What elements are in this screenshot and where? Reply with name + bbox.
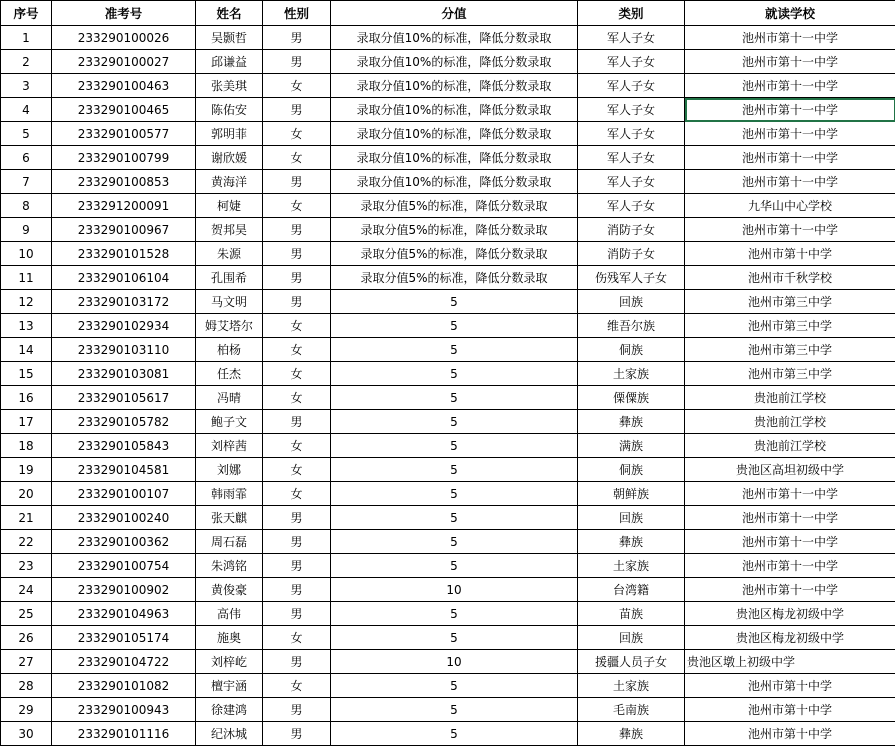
cell-name[interactable]: 郭明菲 [196, 122, 263, 146]
cell-gender[interactable]: 男 [263, 170, 331, 194]
cell-exam-id[interactable]: 233290104963 [52, 602, 196, 626]
cell-gender[interactable]: 男 [263, 26, 331, 50]
table-row [1, 146, 895, 170]
table-row [1, 410, 895, 434]
cell-name[interactable]: 刘梓屹 [196, 650, 263, 674]
cell-school[interactable]: 池州市第十一中学 [685, 482, 895, 506]
cell-gender[interactable]: 女 [263, 314, 331, 338]
cell-exam-id[interactable]: 233290100463 [52, 74, 196, 98]
cell-category[interactable]: 回族 [578, 506, 685, 530]
table-row [1, 722, 895, 746]
cell-exam-id[interactable]: 233290100967 [52, 218, 196, 242]
cell-gender[interactable]: 男 [263, 578, 331, 602]
cell-exam-id[interactable]: 233290105617 [52, 386, 196, 410]
cell-category[interactable]: 傈僳族 [578, 386, 685, 410]
cell-score[interactable]: 录取分值10%的标准，降低分数录取 [331, 50, 578, 74]
cell-index[interactable]: 11 [1, 266, 52, 290]
cell-exam-id[interactable]: 233290106104 [52, 266, 196, 290]
cell-school[interactable]: 池州市第十一中学 [685, 50, 895, 74]
cell-exam-id[interactable]: 233290100026 [52, 26, 196, 50]
cell-category[interactable]: 苗族 [578, 602, 685, 626]
cell-score[interactable]: 录取分值5%的标准，降低分数录取 [331, 218, 578, 242]
cell-name[interactable]: 韩雨霏 [196, 482, 263, 506]
cell-name[interactable]: 周石磊 [196, 530, 263, 554]
cell-gender[interactable]: 男 [263, 722, 331, 746]
cell-name[interactable]: 柯婕 [196, 194, 263, 218]
cell-score[interactable]: 5 [331, 290, 578, 314]
cell-school[interactable]: 池州市第十一中学 [685, 578, 895, 602]
cell-school[interactable]: 贵池前江学校 [685, 434, 895, 458]
cell-name[interactable]: 朱鸿铭 [196, 554, 263, 578]
cell-index[interactable]: 4 [1, 98, 52, 122]
cell-exam-id[interactable]: 233290105782 [52, 410, 196, 434]
cell-school[interactable]: 池州市第十中学 [685, 722, 895, 746]
cell-index[interactable]: 23 [1, 554, 52, 578]
table-row [1, 530, 895, 554]
cell-category[interactable]: 毛南族 [578, 698, 685, 722]
cell-category[interactable]: 朝鲜族 [578, 482, 685, 506]
cell-gender[interactable]: 男 [263, 290, 331, 314]
cell-category[interactable]: 回族 [578, 626, 685, 650]
cell-school[interactable]: 池州市第三中学 [685, 362, 895, 386]
table-row [1, 50, 895, 74]
cell-name[interactable]: 谢欣媛 [196, 146, 263, 170]
cell-index[interactable]: 12 [1, 290, 52, 314]
cell-school[interactable]: 池州市第十中学 [685, 242, 895, 266]
cell-category[interactable]: 军人子女 [578, 26, 685, 50]
cell-category[interactable]: 军人子女 [578, 74, 685, 98]
cell-index[interactable]: 18 [1, 434, 52, 458]
cell-school[interactable]: 池州市第十一中学 [685, 98, 895, 122]
cell-index[interactable]: 28 [1, 674, 52, 698]
header-cell-score[interactable]: 分值 [331, 1, 578, 26]
cell-gender[interactable]: 女 [263, 338, 331, 362]
cell-name[interactable]: 刘梓茜 [196, 434, 263, 458]
cell-gender[interactable]: 男 [263, 650, 331, 674]
cell-score[interactable]: 录取分值10%的标准，降低分数录取 [331, 26, 578, 50]
cell-name[interactable]: 檀宇涵 [196, 674, 263, 698]
cell-name[interactable]: 孔围希 [196, 266, 263, 290]
cell-score[interactable]: 录取分值10%的标准，降低分数录取 [331, 98, 578, 122]
cell-gender[interactable]: 女 [263, 74, 331, 98]
cell-index[interactable]: 22 [1, 530, 52, 554]
cell-name[interactable]: 鲍子文 [196, 410, 263, 434]
cell-exam-id[interactable]: 233290100799 [52, 146, 196, 170]
cell-index[interactable]: 16 [1, 386, 52, 410]
cell-category[interactable]: 军人子女 [578, 170, 685, 194]
cell-index[interactable]: 1 [1, 26, 52, 50]
cell-index[interactable]: 25 [1, 602, 52, 626]
cell-school[interactable]: 贵池区梅龙初级中学 [685, 626, 895, 650]
cell-name[interactable]: 黄海洋 [196, 170, 263, 194]
cell-school[interactable]: 九华山中心学校 [685, 194, 895, 218]
cell-gender[interactable]: 男 [263, 242, 331, 266]
table-row [1, 458, 895, 482]
cell-score[interactable]: 5 [331, 314, 578, 338]
table-row [1, 362, 895, 386]
cell-category[interactable]: 满族 [578, 434, 685, 458]
cell-score[interactable]: 5 [331, 410, 578, 434]
cell-gender[interactable]: 男 [263, 506, 331, 530]
cell-name[interactable]: 张美琪 [196, 74, 263, 98]
cell-score[interactable]: 5 [331, 386, 578, 410]
cell-school[interactable]: 池州市第十一中学 [685, 122, 895, 146]
cell-score[interactable]: 录取分值5%的标准，降低分数录取 [331, 266, 578, 290]
cell-school[interactable]: 池州市第十一中学 [685, 218, 895, 242]
cell-gender[interactable]: 男 [263, 602, 331, 626]
cell-exam-id[interactable]: 233290100240 [52, 506, 196, 530]
header-cell-exam-id[interactable]: 准考号 [52, 1, 196, 26]
cell-index[interactable]: 14 [1, 338, 52, 362]
cell-school[interactable]: 贵池区梅龙初级中学 [685, 602, 895, 626]
cell-score[interactable]: 5 [331, 674, 578, 698]
cell-exam-id[interactable]: 233290103172 [52, 290, 196, 314]
cell-name[interactable]: 黄俊豪 [196, 578, 263, 602]
cell-exam-id[interactable]: 233290101116 [52, 722, 196, 746]
cell-score[interactable]: 5 [331, 626, 578, 650]
cell-name[interactable]: 任杰 [196, 362, 263, 386]
cell-score[interactable]: 5 [331, 722, 578, 746]
cell-exam-id[interactable]: 233290104722 [52, 650, 196, 674]
table-row [1, 218, 895, 242]
cell-gender[interactable]: 女 [263, 146, 331, 170]
cell-score[interactable]: 10 [331, 578, 578, 602]
table-row [1, 482, 895, 506]
cell-score[interactable]: 录取分值10%的标准，降低分数录取 [331, 146, 578, 170]
cell-name[interactable]: 柏杨 [196, 338, 263, 362]
table-row [1, 74, 895, 98]
cell-score[interactable]: 录取分值10%的标准，降低分数录取 [331, 122, 578, 146]
cell-exam-id[interactable]: 233291200091 [52, 194, 196, 218]
table-row [1, 266, 895, 290]
cell-exam-id[interactable]: 233290103081 [52, 362, 196, 386]
cell-exam-id[interactable]: 233290105174 [52, 626, 196, 650]
cell-gender[interactable]: 女 [263, 386, 331, 410]
table-row [1, 578, 895, 602]
cell-exam-id[interactable]: 233290100465 [52, 98, 196, 122]
cell-exam-id[interactable]: 233290101082 [52, 674, 196, 698]
cell-index[interactable]: 3 [1, 74, 52, 98]
cell-name[interactable]: 张天麒 [196, 506, 263, 530]
cell-school[interactable]: 池州市千秋学校 [685, 266, 895, 290]
cell-school[interactable]: 池州市第十一中学 [685, 26, 895, 50]
cell-index[interactable]: 17 [1, 410, 52, 434]
cell-category[interactable]: 回族 [578, 290, 685, 314]
cell-gender[interactable]: 男 [263, 266, 331, 290]
cell-index[interactable]: 9 [1, 218, 52, 242]
cell-exam-id[interactable]: 233290100853 [52, 170, 196, 194]
cell-name[interactable]: 施奥 [196, 626, 263, 650]
cell-name[interactable]: 马文明 [196, 290, 263, 314]
cell-name[interactable]: 朱源 [196, 242, 263, 266]
cell-school[interactable]: 贵池区墩上初级中学 [685, 650, 895, 674]
cell-exam-id[interactable]: 233290100362 [52, 530, 196, 554]
cell-gender[interactable]: 女 [263, 434, 331, 458]
cell-exam-id[interactable]: 233290100027 [52, 50, 196, 74]
cell-gender[interactable]: 女 [263, 458, 331, 482]
cell-category[interactable]: 援疆人员子女 [578, 650, 685, 674]
cell-name[interactable]: 姆艾塔尔 [196, 314, 263, 338]
cell-score[interactable]: 录取分值5%的标准，降低分数录取 [331, 242, 578, 266]
table-row [1, 434, 895, 458]
cell-category[interactable]: 彝族 [578, 530, 685, 554]
cell-category[interactable]: 军人子女 [578, 146, 685, 170]
table-row [1, 386, 895, 410]
cell-score[interactable]: 10 [331, 650, 578, 674]
cell-score[interactable]: 5 [331, 554, 578, 578]
cell-gender[interactable]: 女 [263, 362, 331, 386]
cell-score[interactable]: 录取分值10%的标准，降低分数录取 [331, 74, 578, 98]
cell-category[interactable]: 侗族 [578, 458, 685, 482]
cell-index[interactable]: 5 [1, 122, 52, 146]
cell-gender[interactable]: 男 [263, 98, 331, 122]
cell-exam-id[interactable]: 233290100577 [52, 122, 196, 146]
cell-index[interactable]: 15 [1, 362, 52, 386]
cell-score[interactable]: 5 [331, 506, 578, 530]
cell-name[interactable]: 陈佑安 [196, 98, 263, 122]
header-cell-gender[interactable]: 性别 [263, 1, 331, 26]
table-row [1, 602, 895, 626]
cell-score[interactable]: 5 [331, 482, 578, 506]
cell-index[interactable]: 7 [1, 170, 52, 194]
table-row [1, 242, 895, 266]
cell-exam-id[interactable]: 233290102934 [52, 314, 196, 338]
cell-category[interactable]: 彝族 [578, 410, 685, 434]
cell-name[interactable]: 徐建鸿 [196, 698, 263, 722]
cell-school[interactable]: 池州市第十中学 [685, 698, 895, 722]
cell-score[interactable]: 录取分值10%的标准，降低分数录取 [331, 170, 578, 194]
cell-school[interactable]: 池州市第十一中学 [685, 170, 895, 194]
cell-exam-id[interactable]: 233290100943 [52, 698, 196, 722]
header-cell-category[interactable]: 类别 [578, 1, 685, 26]
cell-score[interactable]: 5 [331, 434, 578, 458]
cell-category[interactable]: 消防子女 [578, 242, 685, 266]
cell-index[interactable]: 24 [1, 578, 52, 602]
cell-category[interactable]: 台湾籍 [578, 578, 685, 602]
cell-exam-id[interactable]: 233290105843 [52, 434, 196, 458]
cell-category[interactable]: 土家族 [578, 362, 685, 386]
cell-gender[interactable]: 女 [263, 194, 331, 218]
cell-category[interactable]: 军人子女 [578, 122, 685, 146]
cell-name[interactable]: 高伟 [196, 602, 263, 626]
cell-school[interactable]: 池州市第十一中学 [685, 146, 895, 170]
cell-score[interactable]: 录取分值5%的标准，降低分数录取 [331, 194, 578, 218]
table-header-row [1, 1, 895, 26]
cell-gender[interactable]: 男 [263, 530, 331, 554]
cell-school[interactable]: 池州市第三中学 [685, 290, 895, 314]
table-row [1, 170, 895, 194]
cell-index[interactable]: 20 [1, 482, 52, 506]
cell-gender[interactable]: 女 [263, 626, 331, 650]
cell-index[interactable]: 26 [1, 626, 52, 650]
cell-category[interactable]: 土家族 [578, 674, 685, 698]
cell-exam-id[interactable]: 233290100107 [52, 482, 196, 506]
cell-category[interactable]: 军人子女 [578, 50, 685, 74]
cell-score[interactable]: 5 [331, 362, 578, 386]
cell-school[interactable]: 贵池区高坦初级中学 [685, 458, 895, 482]
table-row [1, 26, 895, 50]
cell-school[interactable]: 池州市第三中学 [685, 314, 895, 338]
cell-index[interactable]: 13 [1, 314, 52, 338]
cell-gender[interactable]: 男 [263, 698, 331, 722]
header-cell-index[interactable]: 序号 [1, 1, 52, 26]
table-row [1, 674, 895, 698]
table-row [1, 650, 895, 674]
cell-school[interactable]: 贵池前江学校 [685, 410, 895, 434]
cell-exam-id[interactable]: 233290101528 [52, 242, 196, 266]
cell-school[interactable]: 池州市第十中学 [685, 674, 895, 698]
cell-index[interactable]: 30 [1, 722, 52, 746]
cell-name[interactable]: 吴颢哲 [196, 26, 263, 50]
cell-school[interactable]: 池州市第三中学 [685, 338, 895, 362]
cell-name[interactable]: 刘娜 [196, 458, 263, 482]
cell-index[interactable]: 6 [1, 146, 52, 170]
cell-score[interactable]: 5 [331, 458, 578, 482]
cell-exam-id[interactable]: 233290104581 [52, 458, 196, 482]
cell-gender[interactable]: 女 [263, 482, 331, 506]
table-row [1, 698, 895, 722]
cell-name[interactable]: 邱谦益 [196, 50, 263, 74]
cell-index[interactable]: 2 [1, 50, 52, 74]
cell-gender[interactable]: 女 [263, 122, 331, 146]
cell-score[interactable]: 5 [331, 698, 578, 722]
table-row [1, 506, 895, 530]
cell-gender[interactable]: 男 [263, 50, 331, 74]
cell-index[interactable]: 27 [1, 650, 52, 674]
cell-category[interactable]: 彝族 [578, 722, 685, 746]
table-row [1, 554, 895, 578]
cell-school[interactable]: 池州市第十一中学 [685, 74, 895, 98]
cell-category[interactable]: 军人子女 [578, 98, 685, 122]
cell-index[interactable]: 29 [1, 698, 52, 722]
cell-category[interactable]: 军人子女 [578, 194, 685, 218]
cell-category[interactable]: 伤残军人子女 [578, 266, 685, 290]
table-row [1, 626, 895, 650]
cell-exam-id[interactable]: 233290100754 [52, 554, 196, 578]
cell-school[interactable]: 贵池前江学校 [685, 386, 895, 410]
cell-gender[interactable]: 女 [263, 674, 331, 698]
header-cell-school[interactable]: 就读学校 [685, 1, 895, 26]
cell-score[interactable]: 5 [331, 602, 578, 626]
cell-exam-id[interactable]: 233290103110 [52, 338, 196, 362]
cell-gender[interactable]: 男 [263, 410, 331, 434]
cell-index[interactable]: 19 [1, 458, 52, 482]
table-row [1, 338, 895, 362]
cell-gender[interactable]: 男 [263, 218, 331, 242]
cell-index[interactable]: 10 [1, 242, 52, 266]
cell-school[interactable]: 池州市第十一中学 [685, 530, 895, 554]
table-row [1, 314, 895, 338]
cell-index[interactable]: 8 [1, 194, 52, 218]
cell-score[interactable]: 5 [331, 530, 578, 554]
cell-name[interactable]: 贺邦昊 [196, 218, 263, 242]
cell-school[interactable]: 池州市第十一中学 [685, 506, 895, 530]
table-row [1, 194, 895, 218]
cell-category[interactable]: 土家族 [578, 554, 685, 578]
header-cell-name[interactable]: 姓名 [196, 1, 263, 26]
cell-category[interactable]: 侗族 [578, 338, 685, 362]
table-row [1, 290, 895, 314]
cell-exam-id[interactable]: 233290100902 [52, 578, 196, 602]
cell-category[interactable]: 维吾尔族 [578, 314, 685, 338]
cell-name[interactable]: 纪沐城 [196, 722, 263, 746]
cell-score[interactable]: 5 [331, 338, 578, 362]
cell-gender[interactable]: 男 [263, 554, 331, 578]
cell-category[interactable]: 消防子女 [578, 218, 685, 242]
table-row [1, 98, 895, 122]
cell-index[interactable]: 21 [1, 506, 52, 530]
cell-name[interactable]: 冯晴 [196, 386, 263, 410]
table-row [1, 122, 895, 146]
cell-school[interactable]: 池州市第十一中学 [685, 554, 895, 578]
